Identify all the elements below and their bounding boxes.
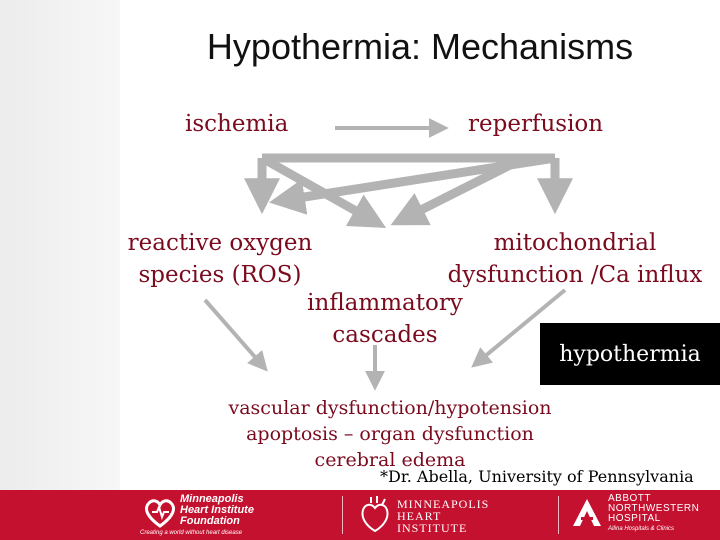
anw-a-logo-icon [570,496,604,530]
node-ros-line1: reactive oxygen [127,230,313,256]
mhif-line1: Minneapolis [180,493,244,505]
node-reperfusion: reperfusion [468,111,604,137]
anw-line1: ABBOTT [608,493,652,504]
outcome-line: cerebral edema [314,449,466,471]
mhif-line3: Foundation [180,515,240,527]
outcomes-block [170,395,610,473]
heart-logo-icon [142,494,178,530]
slide-title: Hypothermia: Mechanisms [206,26,634,67]
logo-mhi [355,490,505,540]
mhi-line3: INSTITUTE [397,521,468,535]
anw-line2: NORTHWESTERN [608,503,700,514]
hypothermia-label: hypothermia [559,341,701,367]
mhif-tagline: Creating a world without heart disease [140,530,243,536]
mhi-line2: HEART [397,509,442,523]
node-inflammatory [270,287,500,351]
node-inflam-line2: cascades [332,322,438,348]
source-credit: *Dr. Abella, University of Pennsylvania [380,467,694,486]
node-ischemia: ischemia [185,111,289,137]
node-mito-line1: mitochondrial [493,230,657,256]
anw-tagline: Allina Hospitals & Clinics [608,526,675,532]
outcome-line: vascular dysfunction/hypotension [228,397,552,419]
logo-mhif [140,490,300,540]
hypothermia-box [540,323,720,385]
mhi-line1: MINNEAPOLIS [397,497,490,511]
footer-bar [0,490,720,540]
node-inflam-line1: inflammatory [307,290,463,316]
node-ros-line2: species (ROS) [138,262,302,288]
footer-divider [558,496,559,534]
anw-line3: HOSPITAL [608,513,661,524]
mhif-line2: Heart Institute [180,504,254,516]
node-mito-line2: dysfunction /Ca influx [447,262,703,288]
node-mitochondrial [420,227,720,291]
anatomical-heart-icon [357,495,393,535]
logo-anw [570,490,720,540]
arrow-ros-to-outcomes [205,300,262,365]
node-ros [100,227,340,291]
footer-divider [342,496,343,534]
outcome-line: apoptosis – organ dysfunction [246,423,534,445]
